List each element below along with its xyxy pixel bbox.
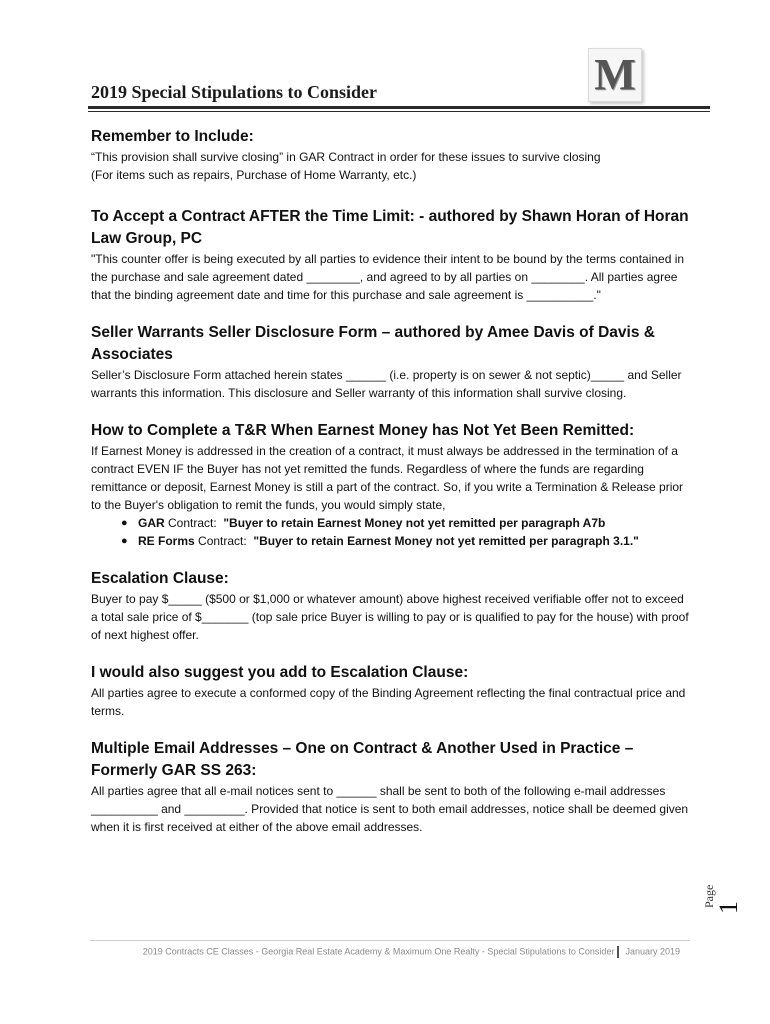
- section-body: “This provision shall survive closing” in GAR Contract in order for these issues to survive closing (For items such as repairs, Purchase of Home Warranty, etc.): [91, 150, 601, 182]
- footer-date: January 2019: [625, 946, 680, 957]
- section-heading: Seller Warrants Seller Disclosure Form – authored by Amee Davis of Davis & Associates: [91, 324, 655, 363]
- maximum-one-logo: [588, 48, 642, 102]
- section-heading: I would also suggest you add to Escalation Clause:: [91, 664, 469, 681]
- section-escalation-clause: [91, 568, 691, 644]
- footer-text: 2019 Contracts CE Classes - Georgia Real Estate Academy & Maximum One Realty - Special Stipulations to Consider: [142, 946, 615, 957]
- section-heading: To Accept a Contract AFTER the Time Limit: - authored by Shawn Horan of Horan Law Group, PC: [91, 208, 689, 247]
- footer-separator: [617, 946, 619, 958]
- section-body: All parties agree to execute a conformed copy of the Binding Agreement reflecting the final contractual price and terms.: [91, 686, 686, 718]
- section-multiple-emails: [91, 738, 691, 836]
- title-rule-thin: [88, 111, 710, 112]
- page-number: 1: [714, 901, 743, 914]
- document-content: [91, 124, 691, 836]
- bullet-tail: "Buyer to retain Earnest Money not yet remitted per paragraph 3.1.": [253, 534, 639, 548]
- section-body: If Earnest Money is addressed in the creation of a contract, it must always be addressed in the termination of a contract EVEN IF the Buyer has not yet remitted the funds. Regardless of where the funds are regarding remittance or deposit, Earnest Money is still a part of the contract. So, if you write a Termination & Release prior to the Buyer's obligation to remit the funds, you would simply state,: [91, 444, 684, 512]
- page-label: Page: [702, 884, 716, 908]
- bullet-lead: GAR: [138, 516, 165, 530]
- list-item: [121, 514, 691, 532]
- footer: [90, 946, 680, 958]
- bullet-icon: ●: [121, 535, 128, 547]
- bullet-mid: Contract:: [164, 516, 224, 530]
- section-body: "This counter offer is being executed by all parties to evidence their intent to be bound by the terms contained in the purchase and sale agreement dated ________, and agreed to by all parties on ________. All parties agree that the binding agreement date and time for this purchase and sale agreement is __________.": [91, 252, 685, 302]
- logo-letter: M: [594, 50, 636, 99]
- section-heading: Escalation Clause:: [91, 570, 229, 587]
- section-body: All parties agree that all e-mail notices sent to ______ shall be sent to both of the following e-mail addresses __________ and _________. Provided that notice is sent to both email addresses, notice shall be deemed given when it is first received at either of the above email addresses.: [91, 784, 689, 834]
- bullet-mid: Contract:: [194, 534, 254, 548]
- section-seller-warrants: [91, 322, 691, 402]
- section-heading: Remember to Include:: [91, 128, 254, 145]
- list-item: [121, 532, 691, 550]
- section-remember: [91, 126, 691, 184]
- title-rule: [88, 106, 710, 109]
- page-title: 2019 Special Stipulations to Consider: [91, 82, 378, 102]
- footer-rule: [90, 940, 690, 941]
- section-earnest-money: [91, 420, 691, 550]
- section-escalation-addition: [91, 662, 691, 720]
- section-body: Buyer to pay $_____ ($500 or $1,000 or whatever amount) above highest received verifiable offer not to exceed a total sale price of $_______ (top sale price Buyer is willing to pay or is qualified to pay for the house) with proof of next highest offer.: [91, 592, 689, 642]
- section-heading: How to Complete a T&R When Earnest Money has Not Yet Been Remitted:: [91, 422, 635, 439]
- section-accept-after-time-limit: [91, 206, 691, 304]
- bullet-list: [91, 514, 691, 550]
- section-heading: Multiple Email Addresses – One on Contract & Another Used in Practice – Formerly GAR SS 263:: [91, 740, 634, 779]
- page-number-block: [700, 880, 748, 940]
- bullet-icon: ●: [121, 517, 128, 529]
- bullet-tail: "Buyer to retain Earnest Money not yet remitted per paragraph A7b: [223, 516, 606, 530]
- bullet-lead: RE Forms: [138, 534, 195, 548]
- section-body: Seller’s Disclosure Form attached herein states ______ (i.e. property is on sewer & not septic)_____ and Seller warrants this information. This disclosure and Seller warranty of this information shall survive closing.: [91, 368, 682, 400]
